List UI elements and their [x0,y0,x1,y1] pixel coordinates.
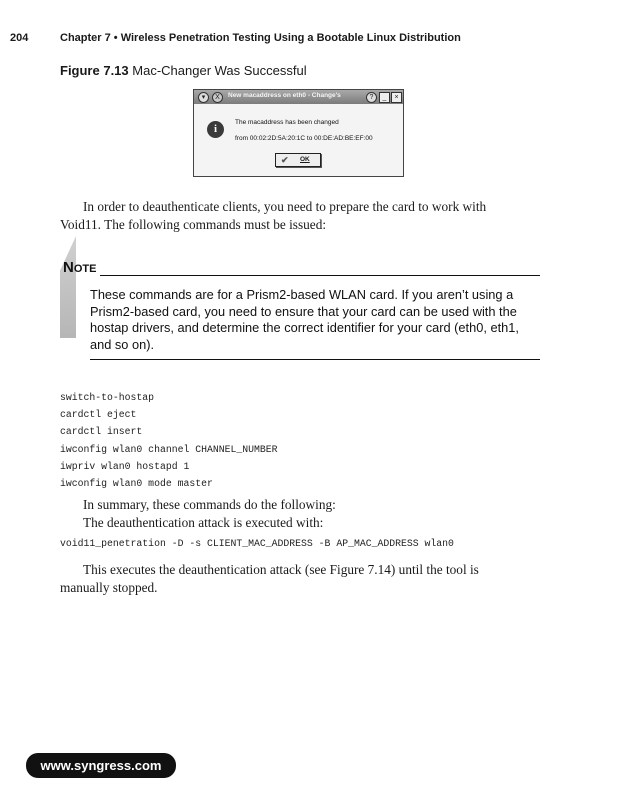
note-heading-cap: N [63,259,74,276]
note-sidebar [60,236,76,338]
x-logo-icon: X [212,92,223,103]
command-line: cardctl insert [60,426,143,437]
footer-url-badge[interactable]: www.syngress.com [26,753,176,778]
note-bottom-rule [90,359,540,360]
command-line: iwpriv wlan0 hostapd 1 [60,461,190,472]
checkmark-icon: ✔ [281,155,289,165]
dialog-title: New macaddress on eth0 - Change's [228,92,341,99]
command-line: iwconfig wlan0 channel CHANNEL_NUMBER [60,444,278,455]
figure-caption [60,63,307,78]
paragraph-summary: In summary, these commands do the following: [83,497,336,512]
command-line: iwconfig wlan0 mode master [60,478,213,489]
note-body: These commands are for a Prism2-based WLAN card. If you aren’t using a Prism2-based card, you need to ensure that your card can be used with the hostap drivers, and determine the correct identifier for your card (eth0, eth1, and so on). [90,287,519,352]
minimize-icon[interactable]: _ [379,92,390,103]
dialog-message-line1: The macaddress has been changed [235,119,339,126]
attack-command: void11_penetration -D -s CLIENT_MAC_ADDRESS -B AP_MAC_ADDRESS wlan0 [60,538,454,549]
menu-arrow-icon[interactable]: ▾ [198,92,209,103]
note-heading-rest: OTE [73,263,97,275]
ok-button-label: OK [300,156,310,163]
ok-button[interactable] [275,153,321,167]
command-line: cardctl eject [60,409,137,420]
paragraph-conclusion: This executes the deauthentication attack (see Figure 7.14) until the tool is manually stopped. [60,562,479,595]
close-icon[interactable]: × [391,92,402,103]
info-icon: i [207,121,224,138]
help-icon[interactable]: ? [366,92,377,103]
dialog-message-line2: from 00:02:2D:5A:20:1C to 00:DE:AD:BE:EF:00 [235,135,373,142]
page-number: 204 [10,32,29,44]
paragraph-attack: The deauthentication attack is executed with: [83,515,324,530]
figure-caption-text: Mac-Changer Was Successful [132,63,307,78]
page-header [0,32,620,48]
dialog-titlebar [194,90,403,104]
command-line: switch-to-hostap [60,392,155,403]
running-head: Chapter 7 • Wireless Penetration Testing Using a Bootable Linux Distribution [60,32,461,44]
note-top-rule [100,275,540,276]
paragraph-intro: In order to deauthenticate clients, you need to prepare the card to work with Void11. The following commands must be issued: [60,199,487,232]
note-heading [63,259,96,276]
figure-label: Figure 7.13 [60,63,129,78]
macchanger-dialog-screenshot [193,89,404,177]
